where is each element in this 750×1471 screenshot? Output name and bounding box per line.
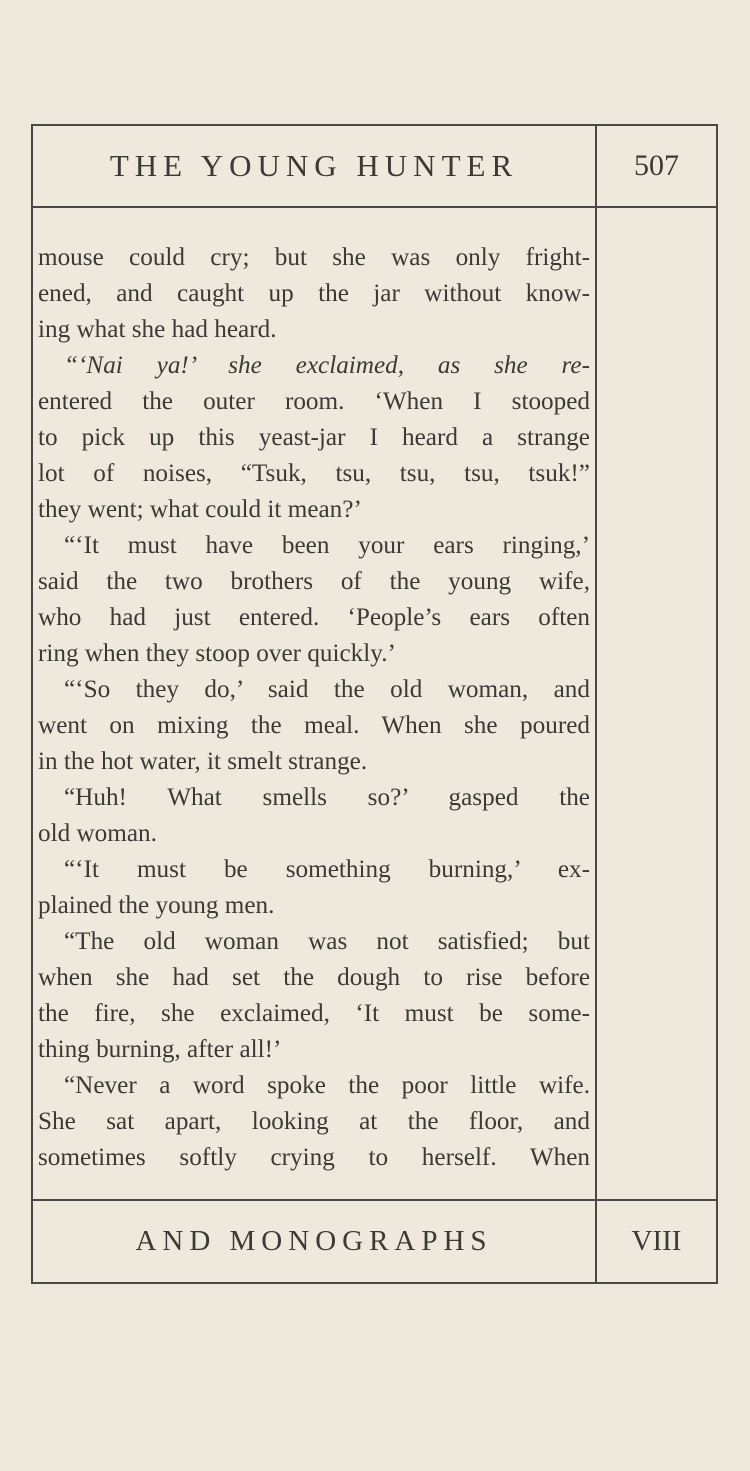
text-line: “Never a word spoke the poor little wife. (64, 1072, 590, 1099)
text-line: they went; what could it mean?’ (38, 496, 362, 523)
text-line: to pick up this yeast-jar I heard a strange (38, 424, 590, 451)
header-rule (31, 206, 718, 208)
body-text (38, 240, 590, 1176)
text-line: sometimes softly crying to herself. When (38, 1144, 590, 1171)
text-line: “‘It must be something burning,’ ex- (64, 856, 590, 883)
text-line: ring when they stoop over quickly.’ (38, 640, 396, 667)
text-line: “Huh! What smells so?’ gasped the (64, 784, 590, 811)
text-line: plained the young men. (38, 892, 275, 919)
text-line: entered the outer room. ‘When I stooped (38, 388, 590, 415)
text-line: ing what she had heard. (38, 316, 277, 343)
running-head-title: THE YOUNG HUNTER (109, 148, 519, 183)
text-line: “‘Nai ya!’ she exclaimed, as she re- (64, 352, 590, 379)
text-line: “‘It must have been your ears ringing,’ (64, 532, 590, 559)
text-line: She sat apart, looking at the floor, and (38, 1108, 590, 1135)
text-line: thing burning, after all!’ (38, 1036, 282, 1063)
text-line: the fire, she exclaimed, ‘It must be some- (38, 1000, 590, 1027)
text-line: old woman. (38, 820, 157, 847)
text-line: “‘So they do,’ said the old woman, and (64, 676, 590, 703)
text-line: in the hot water, it smelt strange. (38, 748, 368, 775)
text-line: lot of noises, “Tsuk, tsu, tsu, tsu, tsuk!” (38, 460, 590, 487)
column-divider (595, 124, 597, 1282)
volume-number: VIII (631, 1225, 682, 1257)
text-line: who had just entered. ‘People’s ears often (38, 604, 590, 631)
text-line: “The old woman was not satisfied; but (64, 928, 590, 955)
text-line: said the two brothers of the young wife, (38, 568, 590, 595)
text-line: when she had set the dough to rise before (38, 964, 590, 991)
text-line: ened, and caught up the jar without know- (38, 280, 590, 307)
series-title: AND MONOGRAPHS (135, 1225, 493, 1257)
text-line: went on mixing the meal. When she poured (38, 712, 590, 739)
page-number: 507 (634, 149, 679, 182)
text-line: mouse could cry; but she was only fright- (38, 244, 590, 271)
